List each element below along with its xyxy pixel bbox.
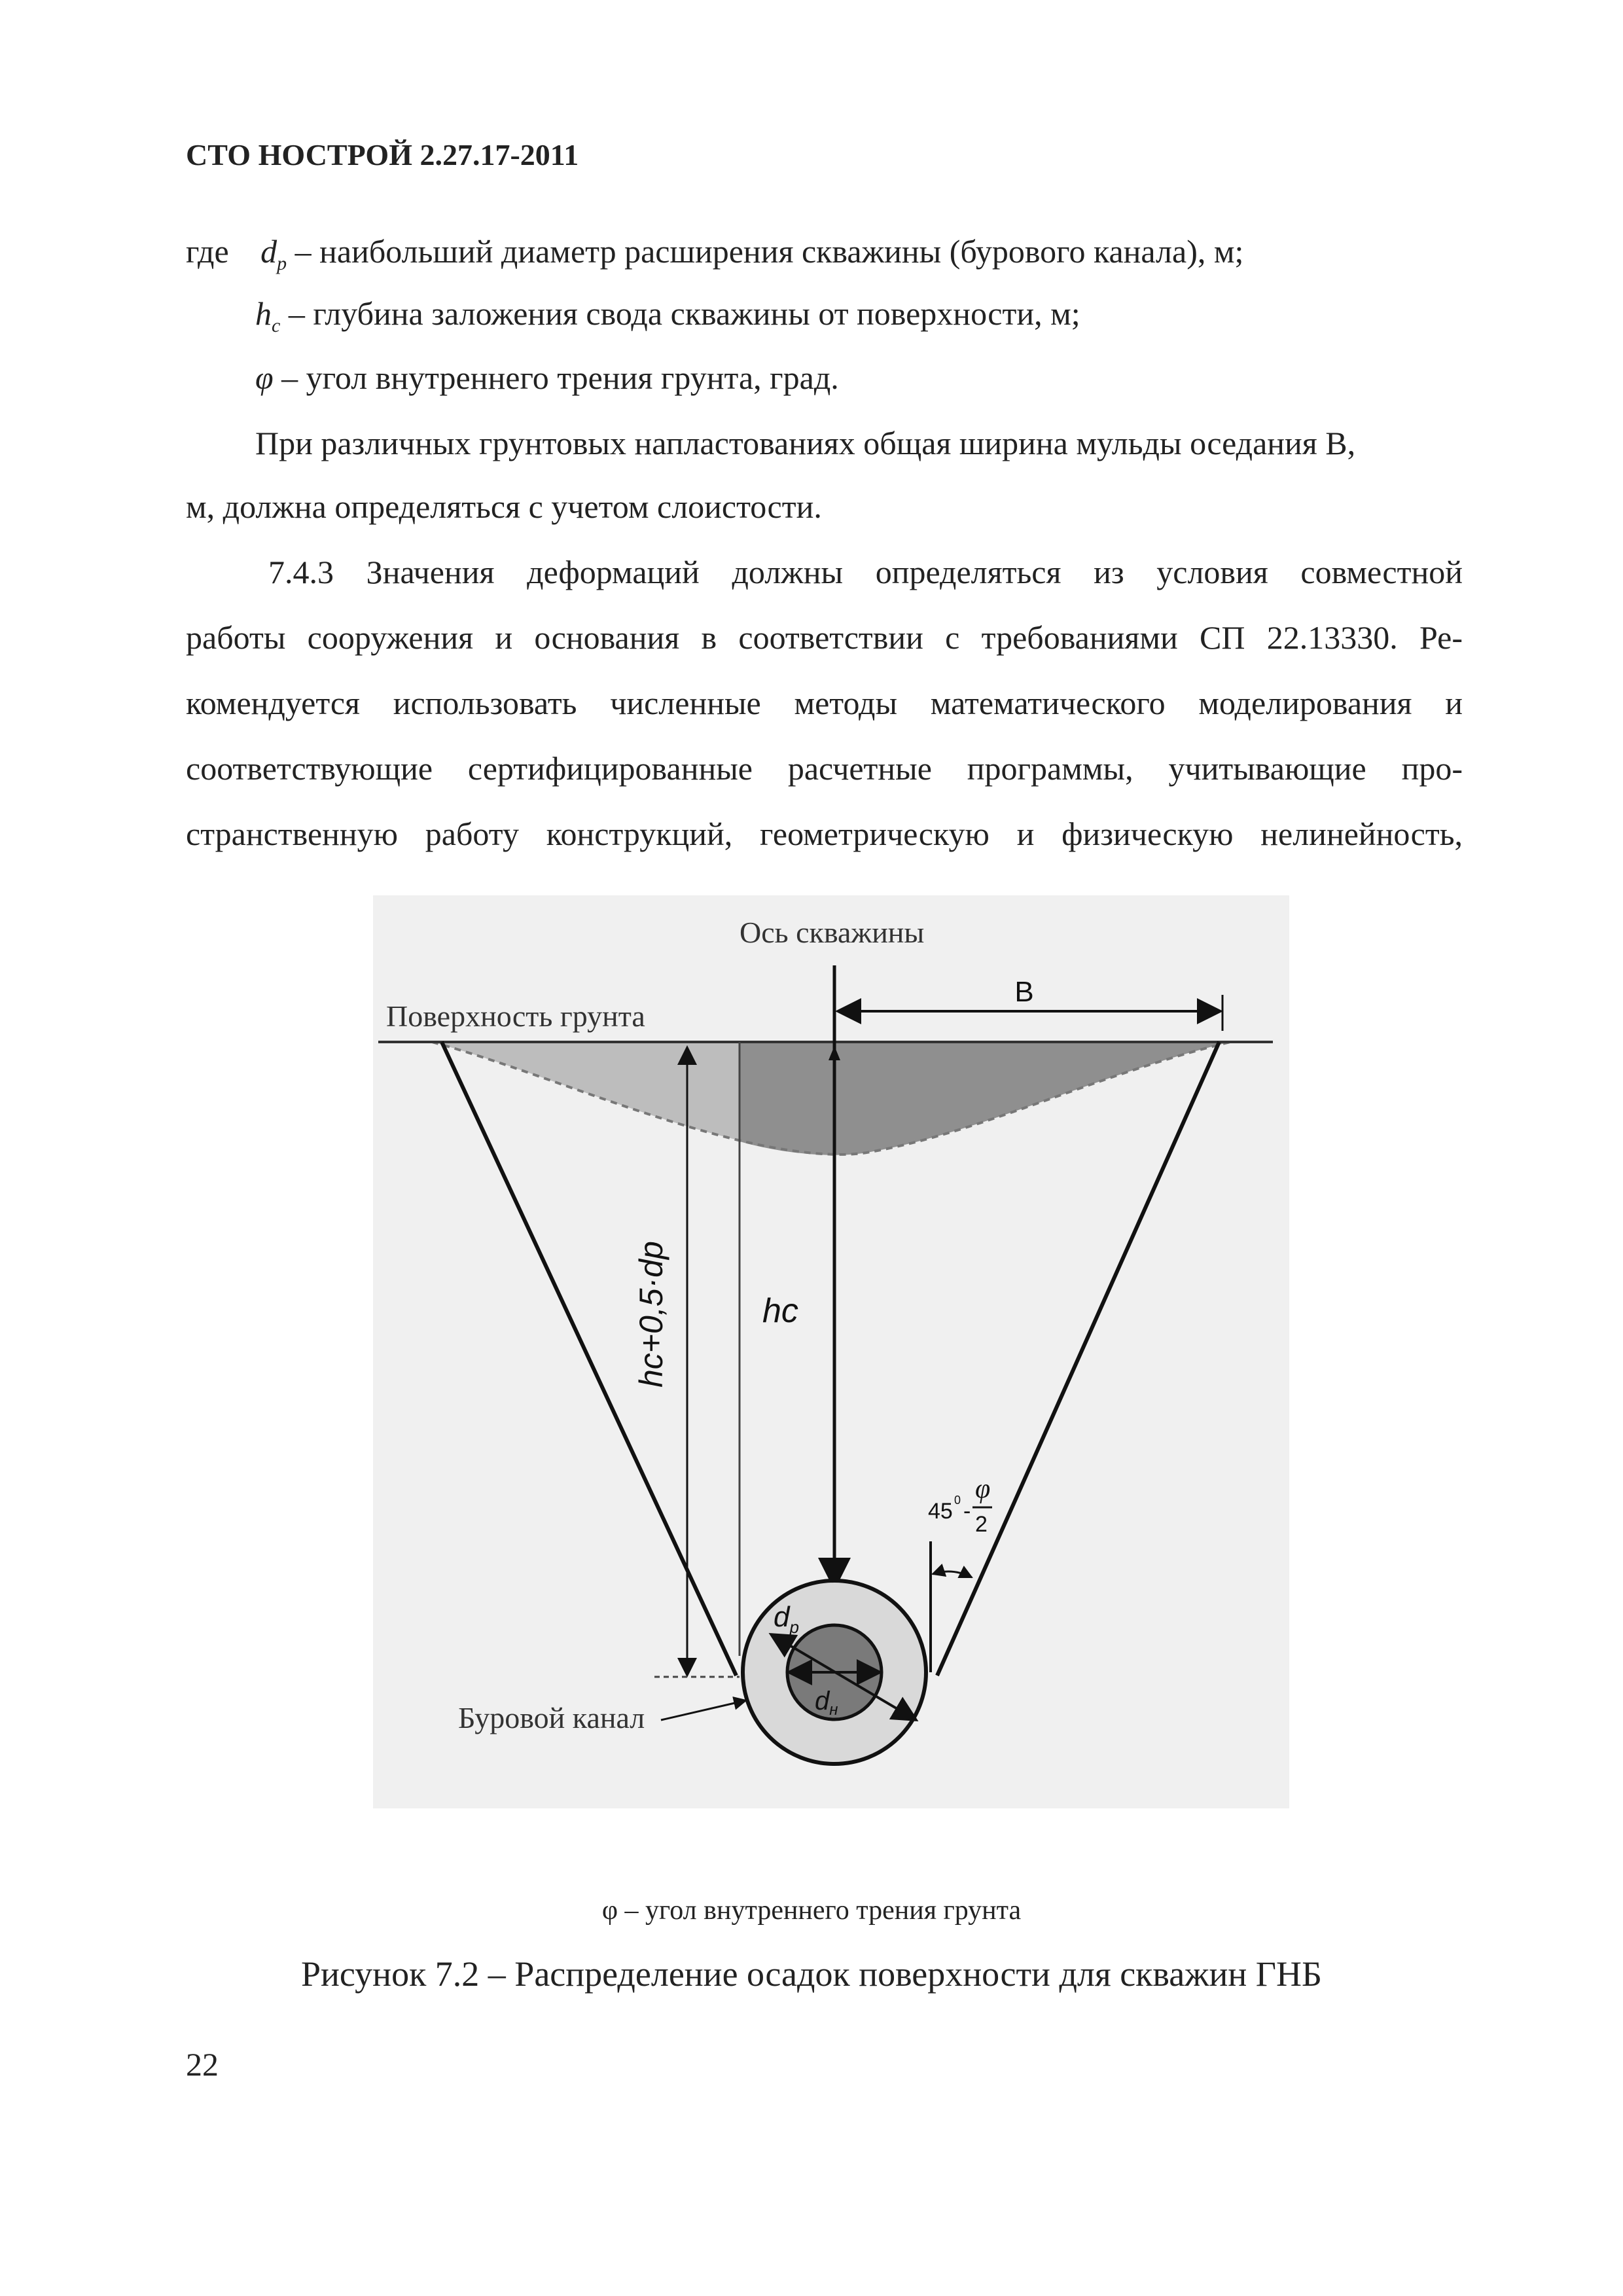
- definition-text: – угол внутреннего трения грунта, град.: [281, 359, 839, 396]
- paragraph2-line3: комендуется использовать численные методы математического моделирования и: [186, 685, 1463, 721]
- depth-total-label: hc+0,5·dp: [633, 1241, 669, 1388]
- surface-label: Поверхность грунта: [386, 999, 645, 1033]
- depth-label: hc: [762, 1292, 798, 1330]
- definition-text: – наибольший диаметр расширения скважины (бурового канала), м;: [294, 233, 1244, 270]
- angle-minus: -: [963, 1499, 971, 1524]
- definition-lead: где: [186, 233, 229, 270]
- angle-two: 2: [975, 1512, 988, 1537]
- definition-subscript: p: [277, 253, 287, 274]
- channel-label: Буровой канал: [458, 1701, 645, 1734]
- definition-dp: [186, 232, 1243, 275]
- paragraph2-line2: работы сооружения и основания в соответствии с требованиями СП 22.13330. Ре-: [186, 619, 1463, 656]
- definition-hc: [255, 295, 1080, 337]
- width-label: B: [1014, 976, 1034, 1008]
- angle-prefix: 45: [928, 1499, 953, 1524]
- paragraph1-line1: При различных грунтовых напластованиях общая ширина мульды оседания В,: [255, 425, 1356, 461]
- dn-label: $d_н$: [815, 1687, 838, 1719]
- definition-symbol: φ: [255, 359, 274, 396]
- dp-label: $d_p$: [774, 1601, 799, 1637]
- paragraph2-line5: странственную работу конструкций, геометрическую и физическую нелинейность,: [186, 816, 1463, 852]
- subsidence-diagram: [373, 895, 1289, 1808]
- document-header: СТО НОСТРОЙ 2.27.17-2011: [186, 138, 579, 171]
- axis-label: Ось скважины: [740, 916, 925, 949]
- angle-phi: φ: [975, 1474, 991, 1504]
- paragraph2-line4: соответствующие сертифицированные расчетные программы, учитывающие про-: [186, 750, 1463, 787]
- page-number: 22: [186, 2046, 219, 2083]
- figure-note: φ – угол внутреннего трения грунта: [601, 1895, 1022, 1926]
- definition-text: – глубина заложения свода скважины от поверхности, м;: [288, 295, 1080, 332]
- paragraph1-line2: м, должна определяться с учетом слоистости.: [186, 488, 822, 525]
- definition-phi: [255, 359, 839, 397]
- definition-symbol: h: [255, 295, 272, 332]
- paragraph2-line1: 7.4.3 Значения деформаций должны определяться из условия совместной: [268, 554, 1463, 590]
- angle-degree: 0: [954, 1494, 961, 1507]
- figure-caption: Рисунок 7.2 – Распределение осадок поверхности для скважин ГНБ: [300, 1954, 1322, 1994]
- definition-subscript: c: [272, 315, 281, 336]
- definition-symbol: d: [260, 233, 277, 270]
